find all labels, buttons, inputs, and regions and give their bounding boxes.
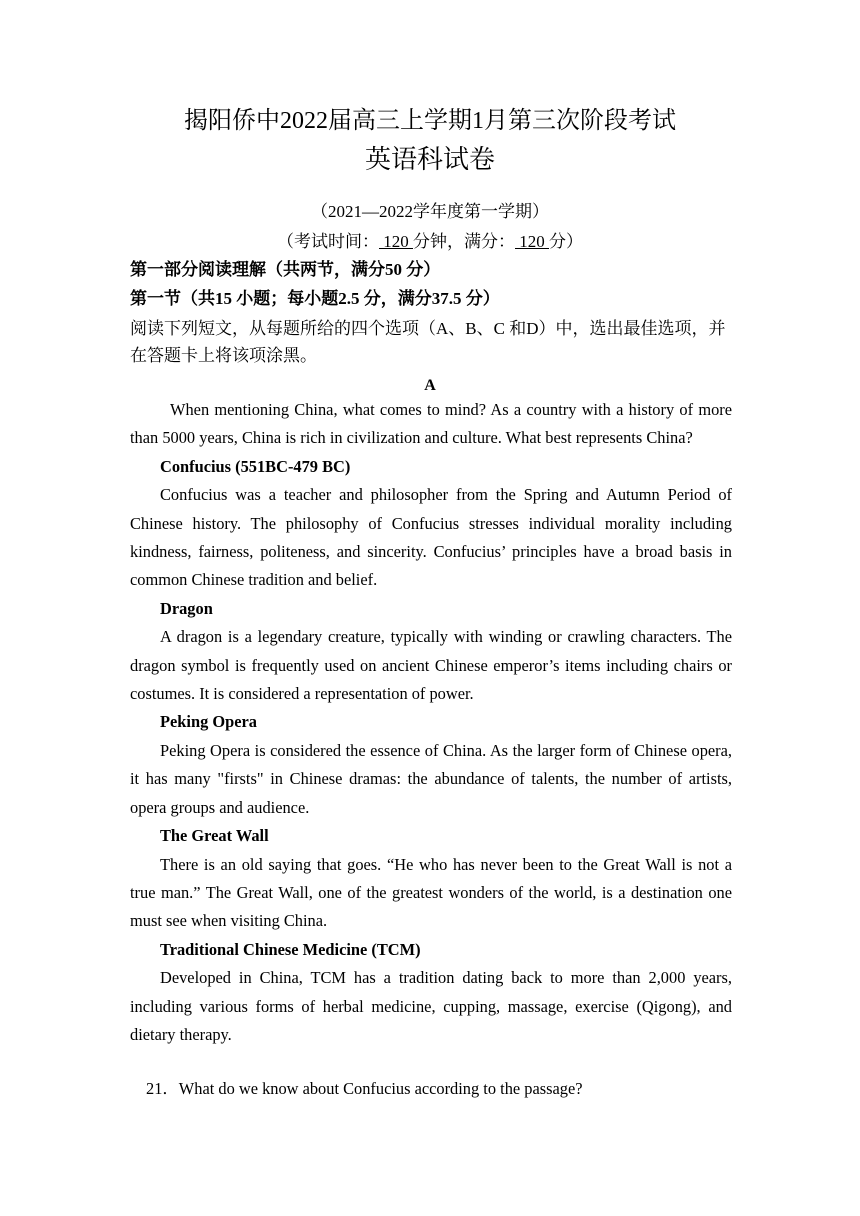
passage-intro: When mentioning China, what comes to mind? As a country with a history of more than 5000 years, China is rich in civilization and culture. What best represents China?: [130, 400, 732, 448]
question-21: 21．What do we know about Confucius according to the passage?: [146, 1079, 583, 1098]
section-heading-great-wall: The Great Wall: [160, 826, 269, 846]
section-text-dragon: A dragon is a legendary creature, typically with winding or crawling characters. The dragon symbol is frequently used on ancient Chinese emperor’s items including chairs or costumes. It is considered a representation of power.: [130, 627, 732, 704]
time-mid: 分钟，满分：: [413, 232, 515, 251]
exam-title: 揭阳侨中2022届高三上学期1月第三次阶段考试: [184, 108, 676, 134]
section-heading-peking-opera: Peking Opera: [160, 712, 257, 732]
section-text-tcm: Developed in China, TCM has a tradition dating back to more than 2,000 years, including various forms of herbal medicine, cupping, massage, exercise (Qigong), and dietary therapy.: [130, 968, 732, 1044]
section-text-peking-opera: Peking Opera is considered the essence of China. As the larger form of Chinese opera, it has many "firsts" in Chinese dramas: the abundance of talents, the number of artists, opera groups and audience.: [130, 740, 732, 817]
passage-label: A: [424, 377, 436, 394]
score-value: 120: [515, 232, 549, 251]
school-year-line: （2021—2022学年度第一学期）: [311, 202, 549, 221]
section-heading-dragon: Dragon: [160, 598, 213, 618]
time-prefix: （考试时间：: [277, 232, 379, 251]
time-value: 120: [379, 232, 413, 251]
section-text-great-wall: There is an old saying that goes. “He who has never been to the Great Wall is not a true man.” The Great Wall, one of the greatest wonders of the world, is a destination one must see when visiting China.: [130, 854, 732, 931]
section-text-confucius: Confucius was a teacher and philosopher from the Spring and Autumn Period of Chinese history. The philosophy of Confucius stresses individual morality including kindness, fairness, politeness, and sincerity. Confucius’ principles have a broad basis in common Chinese tradition and belief.: [130, 485, 732, 590]
section-heading: 第一节（共15 小题；每小题2.5 分，满分37.5 分）: [130, 289, 500, 308]
section-heading-confucius: Confucius (551BC-479 BC): [160, 456, 351, 476]
exam-time-line: [0, 230, 860, 254]
instructions: 阅读下列短文，从每题所给的四个选项（A、B、C 和D）中，选出最佳选项，并在答题卡上将该项涂黑。: [130, 319, 726, 365]
section-heading-tcm: Traditional Chinese Medicine (TCM): [160, 939, 421, 959]
exam-subject-title: 英语科试卷: [364, 145, 495, 174]
passage-body: [130, 396, 732, 1049]
part-heading: 第一部分阅读理解（共两节，满分50 分）: [130, 260, 441, 279]
time-suffix: 分）: [549, 232, 583, 251]
